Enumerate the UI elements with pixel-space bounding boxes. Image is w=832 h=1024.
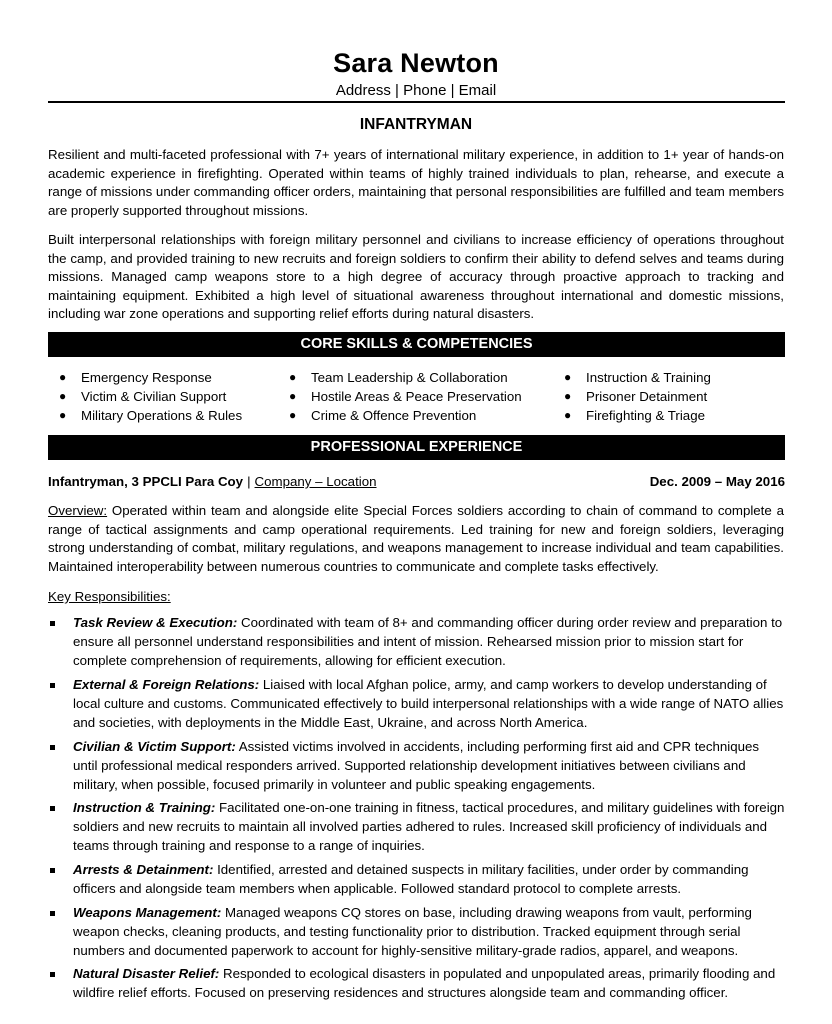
skills-section-heading: CORE SKILLS & COMPETENCIES bbox=[48, 332, 785, 357]
skill-item: ● Team Leadership & Collaboration bbox=[289, 370, 508, 385]
job-overview bbox=[48, 502, 784, 576]
skill-item: ● Instruction & Training bbox=[564, 370, 711, 385]
experience-section-heading: PROFESSIONAL EXPERIENCE bbox=[48, 435, 785, 460]
skill-item: ● Hostile Areas & Peace Preservation bbox=[289, 389, 522, 404]
overview-text: Operated within team and alongside elite Special Forces soldiers according to chain of command to complete a range of tactical assignments and camp operational requirements. Led training for new and foreign soldiers, leveraging strong understanding of combat, military regulations, and weapons management to increase individual and team capabilities. Maintained interoperability between numerous countries to communicate and complete tasks effectively. bbox=[48, 503, 784, 574]
key-responsibilities-label: Key Responsibilities: bbox=[48, 589, 171, 604]
summary-paragraph-2: Built interpersonal relationships with foreign military personnel and civilians to increase efficiency of operations throughout the camp, and provided training to new recruits and foreign soldiers to confirm their ability to defend selves and teams during missions. Managed camp weapons store to a high degree of accuracy through proactive approach to tracking and maintaining equipment. Exhibited a high level of situational awareness throughout international and domestic missions, including war zone operations and supporting relief efforts during natural disasters. bbox=[48, 232, 784, 322]
bullet-icon: ● bbox=[289, 389, 297, 403]
skill-item: ● Crime & Offence Prevention bbox=[289, 408, 477, 423]
skill-item: ● Firefighting & Triage bbox=[564, 408, 705, 423]
square-bullet-icon bbox=[50, 911, 55, 916]
bullet-icon: ● bbox=[59, 408, 67, 422]
square-bullet-icon bbox=[50, 683, 55, 688]
bullet-icon: ● bbox=[564, 370, 572, 384]
candidate-name: Sara Newton bbox=[333, 48, 499, 78]
bullet-icon: ● bbox=[289, 408, 297, 422]
header-divider bbox=[48, 101, 785, 103]
bullet-icon: ● bbox=[564, 408, 572, 422]
skill-item: ● Prisoner Detainment bbox=[564, 389, 708, 404]
square-bullet-icon bbox=[50, 745, 55, 750]
contact-line: Address | Phone | Email bbox=[335, 82, 497, 99]
skill-item: ● Emergency Response bbox=[59, 370, 212, 385]
bullet-icon: ● bbox=[564, 389, 572, 403]
job-dates: Dec. 2009 – May 2016 bbox=[649, 474, 785, 489]
summary-paragraph-1: Resilient and multi-faceted professional with 7+ years of international military experience, in addition to 1+ year of hands-on academic experience in firefighting. Operated within teams of highly trained individuals to plan, rehearse, and execute a range of missions under commanding officer orders, maintaining that personal responsibilities are fulfilled and team members are properly supported throughout missions. bbox=[48, 147, 784, 218]
square-bullet-icon bbox=[50, 972, 55, 977]
job-company-location: Company – Location bbox=[254, 474, 377, 489]
bullet-icon: ● bbox=[289, 370, 297, 384]
job-title: Infantryman, 3 PPCLI Para Coy bbox=[48, 474, 244, 489]
bullet-icon: ● bbox=[59, 389, 67, 403]
bullet-icon: ● bbox=[59, 370, 67, 384]
job-separator: | bbox=[247, 474, 251, 489]
square-bullet-icon bbox=[50, 621, 55, 626]
skills-list bbox=[48, 368, 785, 426]
resume-page: Sara Newton Address | Phone | Email INFANTRYMAN Resilient and multi-faceted professional with 7+ years of international military experience, in addition to 1+ year of hands-on academic experience in firefighting. Operated within teams of highly trained individuals to plan, rehearse, and execute a range of missions under commanding officer orders, maintaining that personal responsibilities are fulfilled and team members are properly supported throughout missions. Built interpersonal relationships with foreign military personnel and civilians to increase efficiency of operations throughout the camp, and provided training to new recruits and foreign soldiers to confirm their ability to defend selves and teams during missions. Managed camp weapons store to a high degree of accuracy through proactive approach to tracking and maintaining equipment. Exhibited a high level of situational awareness throughout international and domestic missions, including war zone operations and supporting relief efforts during natural disasters. CORE SKILLS & COMPETENCIES ● Emergency Response ● Victim & Civilian Support ● Military Operations & Rules ● Team Leadership & Collaboration ● Hostile Areas & Peace Preservation ● Crime & Offence Prevention ● Instruction & Training ● Prisoner Detainment ● Firefighting & Triage PROFESSIONAL EXPERIENCE Infantryman, 3 PPCLI Para Coy | Company – Location Dec. 2009 – May 2016 Overview: Operated within team and alongside elite Special Forces soldiers according to chain of command to complete a range of tactical assignments and camp operational requirements. Led training for new and foreign soldiers, leveraging strong understanding of combat, military regulations, and weapons management to increase individual and team capabilities. Maintained interoperability between numerous countries to communicate and complete tasks effectively. Key Responsibilities: Task Review & Execution: Coordinated with team of 8+ and commanding officer during order review and preparation to ensure all personnel understand responsibilities and intent of mission. Rehearsed mission prior to mission start for complete comprehension of requirements, allowing for efficient execution. External & Foreign Relations: Liaised with local Afghan police, army, and camp workers to develop understanding of local culture and customs. Communicated effectively to build interpersonal relationships with a wide range of NATO allies and societies, with deployments in the Middle East, Ukraine, and across North America. Civilian & Victim Support: Assisted victims involved in accidents, including performing first aid and CPR techniques until professional medical responders arrived. Supported relationship development initiatives between civilians and military, when possible, focused primarily in volunteer and public speaking engagements. Instruction & Training: Facilitated one-on-one training in fitness, tactical procedures, and military guidelines with foreign soldiers and new recruits to maintain all involved parties adhered to rules. Increased skill proficiency of individuals and teams through training and response to a range of inquiries. Arrests & Detainment: Identified, arrested and detained suspects in military facilities, under order by commanding officers and alongside team members when applicable. Followed standard protocol to complete arrests. Weapons Management: Managed weapons CQ stores on base, including drawing weapons from vault, performing weapon checks, cleaning products, and testing functionality prior to distribution. Tracked equipment through serial numbers and documented paperwork to account for highly-sensitive military-grade radios, apparel, and weapons. Natural Disaster Relief: Responded to ecological disasters in populated and unpopulated areas, primarily flooding and wildfire relief efforts. Focused on preserving residences and structures alongside team and commanding officer. bbox=[0, 0, 832, 1024]
square-bullet-icon bbox=[50, 806, 55, 811]
target-job-title: INFANTRYMAN bbox=[359, 116, 473, 133]
skill-item: ● Victim & Civilian Support bbox=[59, 389, 227, 404]
skill-item: ● Military Operations & Rules bbox=[59, 408, 243, 423]
job-header bbox=[48, 472, 785, 492]
square-bullet-icon bbox=[50, 868, 55, 873]
overview-label: Overview: bbox=[48, 503, 108, 518]
